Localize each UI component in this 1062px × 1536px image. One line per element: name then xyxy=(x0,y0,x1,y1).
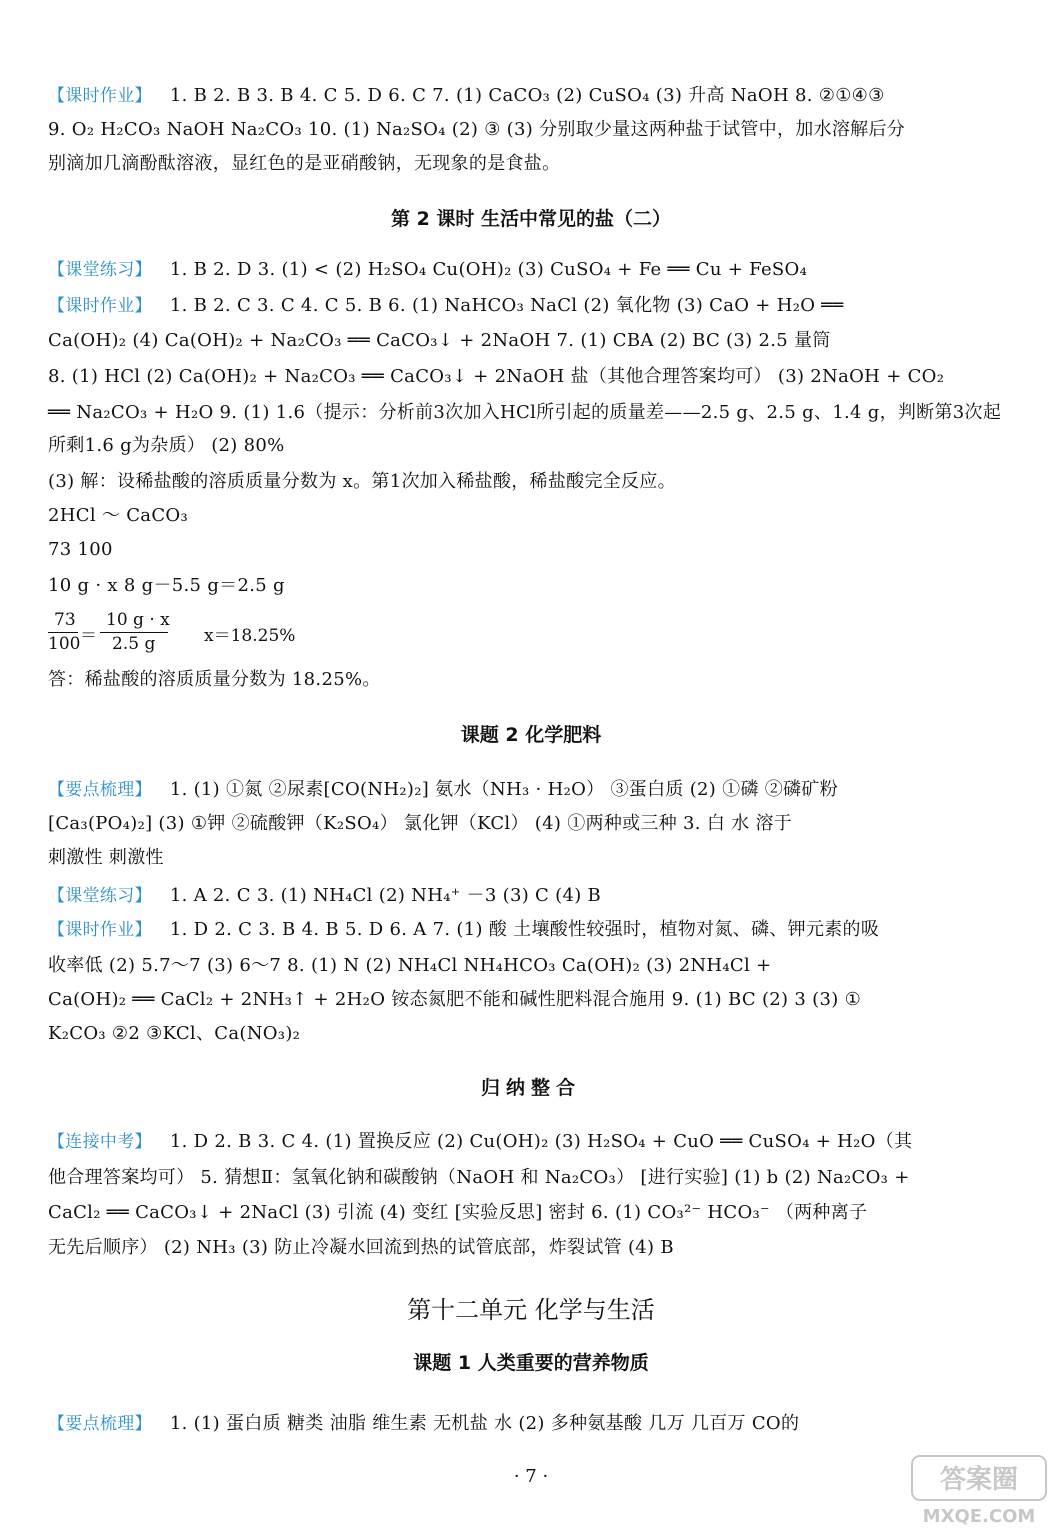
fraction-denominator-right: 2.5 g xyxy=(112,634,156,654)
text-line xyxy=(48,329,1014,353)
line-text: Ca(OH)₂ (4) Ca(OH)₂ + Na₂CO₃ ══ CaCO₃↓ + 2NaOH 7. (1) CBA (2) BC (3) 2.5 量筒 xyxy=(48,330,831,351)
fraction-equation xyxy=(48,610,328,654)
text-line xyxy=(48,538,1014,562)
section-tag: 【要点梳理】 xyxy=(48,1414,152,1434)
line-text: 1. (1) ①氮 ②尿素[CO(NH₂)₂] 氨水（NH₃ · H₂O） ③蛋白质 (2) ①磷 ②磷矿粉 xyxy=(169,779,838,800)
section-heading: 第 2 课时 生活中常见的盐（二） xyxy=(390,208,672,230)
watermark-logo xyxy=(904,1450,1054,1530)
text-line xyxy=(48,1201,1014,1225)
text-line xyxy=(48,918,1014,942)
section-tag: 【连接中考】 xyxy=(48,1132,152,1152)
section-heading: 课题 1 人类重要的营养物质 xyxy=(413,1352,649,1374)
line-text: 1. D 2. C 3. B 4. B 5. D 6. A 7. (1) 酸 土壤酸性较强时，植物对氮、磷、钾元素的吸 xyxy=(169,919,880,940)
text-line xyxy=(48,152,1014,176)
line-text: (3) 解：设稀盐酸的溶质质量分数为 x。第1次加入稀盐酸，稀盐酸完全反应。 xyxy=(48,471,676,492)
text-line xyxy=(48,1412,1014,1436)
line-text: 8. (1) HCl (2) Ca(OH)₂ + Na₂CO₃ ══ CaCO₃↓ + 2NaOH 盐（其他合理答案均可） (3) 2NaOH + CO₂ xyxy=(48,366,945,387)
unit-heading: 第十二单元 化学与生活 xyxy=(407,1296,655,1324)
line-text: 所剩1.6 g为杂质） (2) 80% xyxy=(48,435,285,456)
line-text: 1. B 2. C 3. C 4. C 5. B 6. (1) NaHCO₃ NaCl (2) 氧化物 (3) CaO + H₂O ══ xyxy=(169,295,844,316)
line-text: CaCl₂ ══ CaCO₃↓ + 2NaCl (3) 引流 (4) 变红 [实验反思] 密封 6. (1) CO₃²⁻ HCO₃⁻ （两种离子 xyxy=(48,1202,868,1223)
fraction-denominator-left: 100 xyxy=(48,634,81,654)
text-line xyxy=(48,434,1014,458)
fraction-bar-right xyxy=(100,632,168,633)
text-line xyxy=(48,1166,1014,1190)
line-text: Ca(OH)₂ ══ CaCl₂ + 2NH₃↑ + 2H₂O 铵态氮肥不能和碱性肥料混合施用 9. (1) BC (2) 3 (3) ① xyxy=(48,989,862,1010)
text-line xyxy=(48,988,1014,1012)
fraction-bar-left xyxy=(48,632,78,633)
text-line xyxy=(48,365,1014,389)
text-line xyxy=(48,258,1014,282)
section-tag: 【要点梳理】 xyxy=(48,780,152,800)
fraction-numerator-left: 73 xyxy=(54,610,76,630)
section-tag: 【课堂练习】 xyxy=(48,886,152,906)
line-text: 1. A 2. C 3. (1) NH₄Cl (2) NH₄⁺ －3 (3) C (4) B xyxy=(169,885,602,906)
text-line xyxy=(48,846,1014,870)
text-line xyxy=(48,1236,1014,1260)
text-line xyxy=(48,118,1014,142)
section-heading: 课题 2 化学肥料 xyxy=(460,724,602,746)
text-line xyxy=(48,884,1014,908)
text-line xyxy=(48,812,1014,836)
line-text: 他合理答案均可） 5. 猜想Ⅱ：氢氧化钠和碳酸钠（NaOH 和 Na₂CO₃） [进行实验] (1) b (2) Na₂CO₃ + xyxy=(48,1167,910,1188)
watermark-logo-icon xyxy=(904,1450,1054,1530)
line-text: 收率低 (2) 5.7～7 (3) 6～7 8. (1) N (2) NH₄Cl NH₄HCO₃ Ca(OH)₂ (3) 2NH₄Cl + xyxy=(48,955,772,976)
line-text: 别滴加几滴酚酞溶液，显红色的是亚硝酸钠，无现象的是食盐。 xyxy=(48,153,561,174)
text-line xyxy=(48,84,1014,108)
line-text: 无先后顺序） (2) NH₃ (3) 防止冷凝水回流到热的试管底部，炸裂试管 (4) B xyxy=(48,1237,674,1258)
text-line xyxy=(48,401,1014,425)
text-line xyxy=(48,1022,1014,1046)
section-tag: 【课堂练习】 xyxy=(48,260,152,280)
text-line xyxy=(48,1130,1014,1154)
fraction-numerator-right: 10 g · x xyxy=(106,610,170,630)
text-line xyxy=(48,778,1014,802)
text-line xyxy=(48,504,1014,528)
line-text: K₂CO₃ ②2 ③KCl、Ca(NO₃)₂ xyxy=(48,1023,301,1044)
text-line xyxy=(48,668,1014,692)
section-heading: 归纳整合 xyxy=(480,1077,581,1099)
section-tag: 【课时作业】 xyxy=(48,296,152,316)
svg-text:答案圈: 答案圈 xyxy=(939,1465,1019,1495)
line-text: 1. (1) 蛋白质 糖类 油脂 维生素 无机盐 水 (2) 多种氨基酸 几万 几百万 CO的 xyxy=(169,1413,800,1434)
equals-sign: ＝ xyxy=(80,626,97,646)
page-number: · 7 · xyxy=(513,1466,549,1487)
svg-text:MXQE.COM: MXQE.COM xyxy=(922,1506,1036,1527)
line-text: 答：稀盐酸的溶质质量分数为 18.25%。 xyxy=(48,669,381,690)
text-line xyxy=(48,954,1014,978)
line-text: 73 100 xyxy=(48,539,113,560)
section-tag: 【课时作业】 xyxy=(48,86,152,106)
line-text: 1. B 2. D 3. (1) < (2) H₂SO₄ Cu(OH)₂ (3) CuSO₄ + Fe ══ Cu + FeSO₄ xyxy=(169,259,808,280)
line-text: ══ Na₂CO₃ + H₂O 9. (1) 1.6（提示：分析前3次加入HCl所引起的质量差——2.5 g、2.5 g、1.4 g，判断第3次起 xyxy=(48,402,1002,423)
text-line xyxy=(48,470,1014,494)
text-line xyxy=(48,294,1014,318)
line-text: [Ca₃(PO₄)₂] (3) ①钾 ②硫酸钾（K₂SO₄） 氯化钾（KCl） (4) ①两种或三种 3. 白 水 溶于 xyxy=(48,813,793,834)
line-text: 1. D 2. B 3. C 4. (1) 置换反应 (2) Cu(OH)₂ (3) H₂SO₄ + CuO ══ CuSO₄ + H₂O（其 xyxy=(169,1131,913,1152)
line-text: 9. O₂ H₂CO₃ NaOH Na₂CO₃ 10. (1) Na₂SO₄ (2) ③ (3) 分别取少量这两种盐于试管中，加水溶解后分 xyxy=(48,119,906,140)
line-text: 刺激性 刺激性 xyxy=(48,847,164,868)
fraction-result: x＝18.25% xyxy=(204,626,296,646)
line-text: 2HCl ～ CaCO₃ xyxy=(48,505,188,526)
text-line xyxy=(48,574,1014,598)
line-text: 10 g · x 8 g－5.5 g＝2.5 g xyxy=(48,575,285,596)
section-tag: 【课时作业】 xyxy=(48,920,152,940)
line-text: 1. B 2. B 3. B 4. C 5. D 6. C 7. (1) CaCO₃ (2) CuSO₄ (3) 升高 NaOH 8. ②①④③ xyxy=(169,85,885,106)
